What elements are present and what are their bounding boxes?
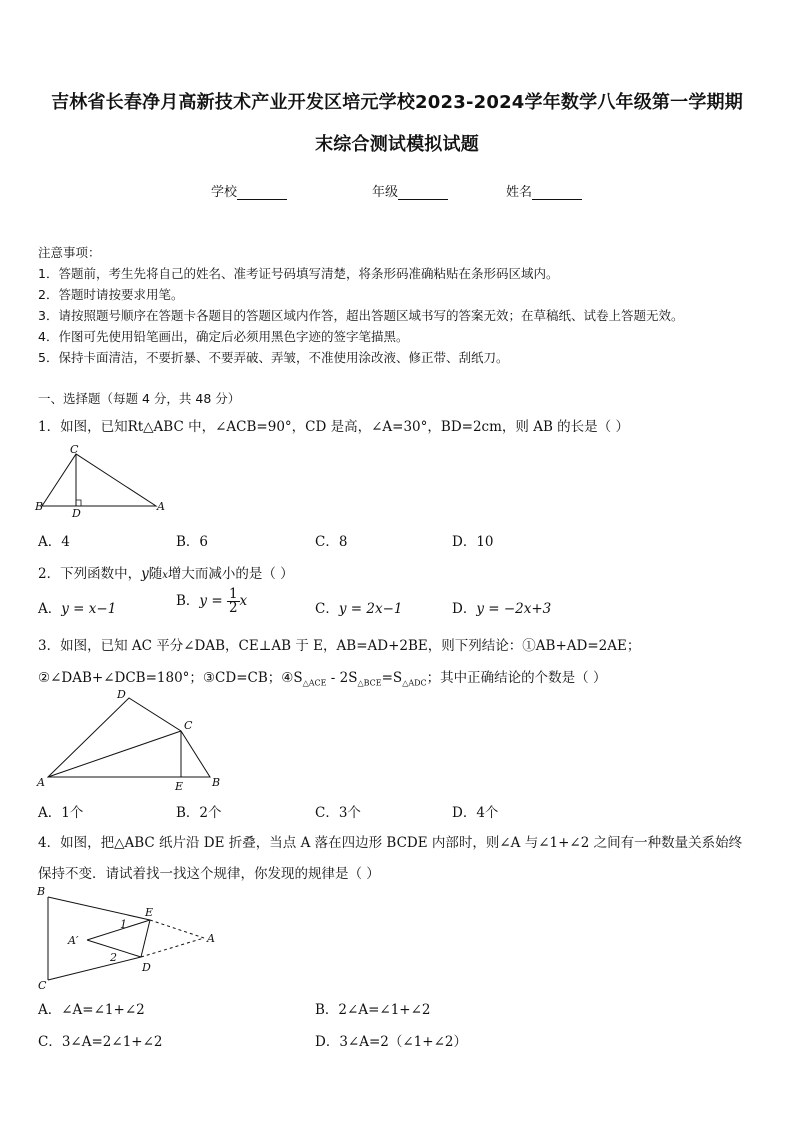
q2-option-b <box>176 588 247 615</box>
q4-option-a: A．∠A=∠1+∠2 <box>38 1002 145 1018</box>
q3-option-d: D．4个 <box>452 805 499 821</box>
grade-label: 年级 <box>372 185 399 200</box>
q4-fold-de <box>141 920 150 957</box>
q4-option-d: D．3∠A=2（∠1+∠2） <box>315 1034 467 1050</box>
q4-label-a: A <box>207 932 215 945</box>
q4-side-be <box>48 897 150 920</box>
q4-label-2: 2 <box>110 951 117 964</box>
q2-fraction-denominator: 2 <box>228 600 238 616</box>
q3-line2-part2: - 2S <box>326 670 358 686</box>
exam-title-line1: 吉林省长春净月高新技术产业开发区培元学校2023-2024学年数学八年级第一学期期 <box>51 92 743 113</box>
q1-label-b: B <box>35 500 44 513</box>
q4-option-b: B．2∠A=∠1+∠2 <box>315 1002 431 1018</box>
q4-label-1: 1 <box>120 918 127 931</box>
q4-label-b: B <box>37 885 46 898</box>
q4-stem-line1: 4．如图，把△ABC 纸片沿 DE 折叠，当点 A 落在四边形 BCDE 内部时，则∠A 与∠1+∠2 之间有一种数量关系始终 <box>38 835 743 851</box>
q4-side-cd <box>48 957 141 980</box>
q4-figure <box>34 883 229 993</box>
q3-label-e: E <box>175 780 184 793</box>
note-item-5: 5．保持卡面清洁，不要折暴、不要弄破、弄皱，不准使用涂改液、修正带、刮纸刀。 <box>38 350 509 365</box>
note-item-2: 2．答题时请按要求用笔。 <box>38 287 184 302</box>
q4-stem-line2: 保持不变．请试着找一找这个规律，你发现的规律是（ ） <box>38 866 380 882</box>
notes-block <box>38 242 768 368</box>
exam-title-line2: 末综合测试模拟试题 <box>315 134 479 155</box>
note-item-4: 4．作图可先使用铅笔画出，确定后必须用黑色字迹的签字笔描黑。 <box>38 329 409 344</box>
q2-option-a <box>38 597 116 617</box>
q2-option-a-formula: y = x−1 <box>61 601 117 617</box>
q4-label-d: D <box>142 961 151 974</box>
q4-option-c: C．3∠A=2∠1+∠2 <box>38 1034 163 1050</box>
q3-sub-bce: △BCE <box>357 678 382 688</box>
note-item-1: 1．答题前，考生先将自己的姓名、准考证号码填写清楚，将条形码准确粘贴在条形码区域内。 <box>38 266 559 281</box>
section-heading: 一、选择题（每题 4 分，共 48 分） <box>38 391 241 406</box>
grade-blank <box>398 187 448 200</box>
q2-option-b-letter: B． <box>176 593 200 609</box>
q3-line2-part4: ；其中正确结论的个数是（ ） <box>426 670 607 686</box>
q3-diagonal-ac <box>48 731 181 777</box>
q3-label-b: B <box>212 776 221 789</box>
q1-option-b: B．6 <box>176 534 209 550</box>
notes-heading: 注意事项： <box>38 245 101 260</box>
q2-option-a-letter: A． <box>38 601 62 617</box>
name-blank <box>532 187 582 200</box>
q3-option-c: C．3个 <box>315 805 361 821</box>
q3-quadrilateral <box>48 698 210 777</box>
q4-label-a-prime: A′ <box>68 934 79 947</box>
q3-line2-part1: ②∠DAB+∠DCB=180°；③CD=CB；④S <box>38 670 303 686</box>
q2-stem-y: y <box>141 566 149 582</box>
q4-label-c: C <box>38 979 47 992</box>
q4-fold-ea <box>87 920 150 940</box>
q2-option-b-formula-pre: y = <box>199 593 227 609</box>
q1-figure <box>34 442 174 518</box>
q1-triangle <box>42 454 156 506</box>
q1-option-a: A．4 <box>38 534 70 550</box>
q2-fraction-numerator: 1 <box>228 586 238 602</box>
q2-option-d <box>452 597 551 617</box>
q3-stem-line1: 3．如图，已知 AC 平分∠DAB，CE⊥AB 于 E，AB=AD+2BE，则下列结论：①AB+AD=2AE； <box>38 638 641 654</box>
school-label: 学校 <box>211 185 238 200</box>
q1-option-d: D．10 <box>452 534 494 550</box>
q1-label-d: D <box>72 507 81 518</box>
q3-figure <box>34 686 229 796</box>
q2-stem <box>38 562 294 582</box>
q4-dashed-ea <box>150 920 204 938</box>
name-label: 姓名 <box>506 185 533 200</box>
q3-sub-ace: △ACE <box>302 678 327 688</box>
q1-option-c: C．8 <box>315 534 348 550</box>
q2-stem-part1: 2．下列函数中， <box>38 566 142 582</box>
name-field <box>506 181 582 200</box>
q2-option-b-fraction <box>227 588 240 615</box>
school-field <box>211 181 287 200</box>
q2-stem-part3: 增大而减小的是（ ） <box>167 566 294 582</box>
q1-label-c: C <box>70 443 79 456</box>
q3-stem-line2 <box>38 666 606 688</box>
q2-option-d-letter: D． <box>452 601 477 617</box>
q2-stem-x: x <box>162 570 168 581</box>
q2-option-c <box>315 597 402 617</box>
q3-sub-adc: △ADC <box>402 678 427 688</box>
q3-label-a: A <box>37 776 45 789</box>
q2-option-c-formula: y = 2x−1 <box>338 601 403 617</box>
q2-option-d-formula: y = −2x+3 <box>476 601 552 617</box>
q2-option-b-formula-post: x <box>239 593 248 609</box>
q3-line2-part3: =S <box>381 670 403 686</box>
q1-right-angle-mark <box>76 500 81 506</box>
q2-stem-part2: 随 <box>148 566 163 582</box>
q3-label-d: D <box>117 688 126 701</box>
q3-label-c: C <box>184 719 193 732</box>
grade-field <box>372 181 448 200</box>
school-blank <box>237 187 287 200</box>
q3-option-b: B．2个 <box>176 805 222 821</box>
q1-label-a: A <box>157 500 165 513</box>
q3-option-a: A．1个 <box>38 805 84 821</box>
note-item-3: 3．请按照题号顺序在答题卡各题目的答题区域内作答，超出答题区域书写的答案无效；在草稿纸、试卷上答题无效。 <box>38 308 684 323</box>
q4-dashed-da <box>141 938 204 957</box>
q1-stem: 1．如图，已知Rt△ABC 中，∠ACB=90°，CD 是高，∠A=30°，BD=2cm，则 AB 的长是（ ） <box>38 419 629 435</box>
q2-option-c-letter: C． <box>315 601 339 617</box>
q4-label-e: E <box>145 906 154 919</box>
